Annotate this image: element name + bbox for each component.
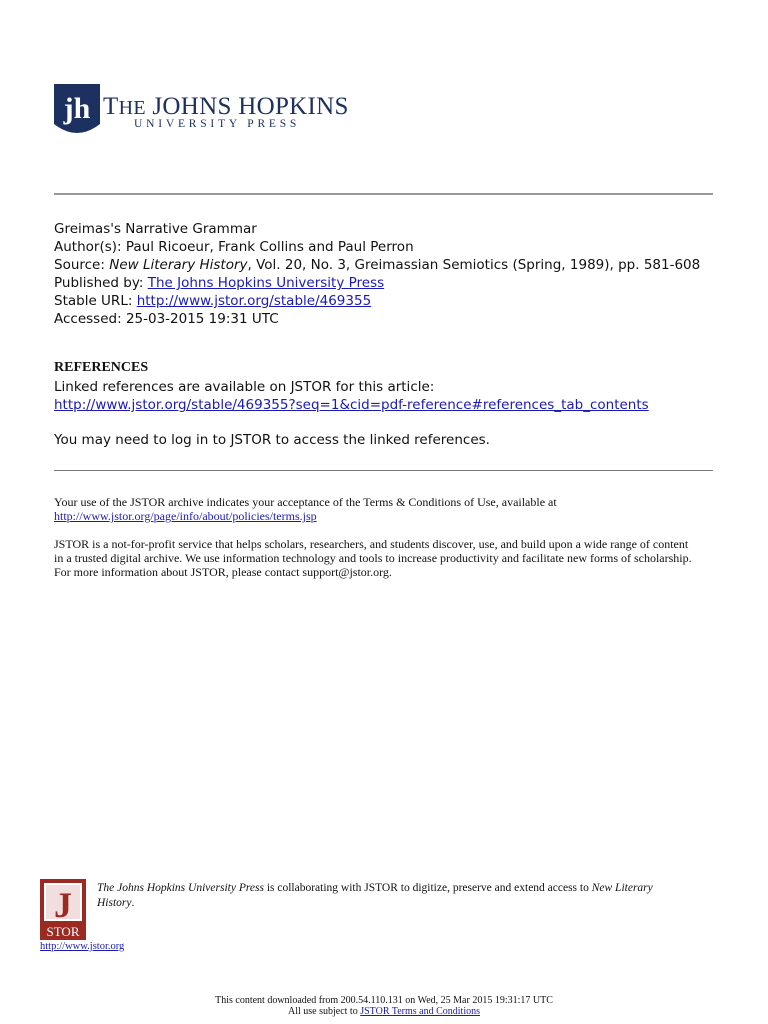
article-source: Source: New Literary History, Vol. 20, No. 3, Greimassian Semiotics (Spring, 1989), pp. 581-608 [54,257,701,273]
publisher-name: THE JOHNS HOPKINS [103,93,349,120]
article-authors: Author(s): Paul Ricoeur, Frank Collins and Paul Perron [54,239,414,255]
collaboration-statement: The Johns Hopkins University Press is collaborating with JSTOR to digitize, preserve and extend access to New Literary History. [97,882,653,909]
references-link[interactable]: http://www.jstor.org/stable/469355?seq=1&cid=pdf-reference#references_tab_contents [54,397,649,413]
download-notice: This content downloaded from 200.54.110.131 on Wed, 25 Mar 2015 19:31:17 UTC [215,995,553,1006]
top-divider [54,193,713,195]
article-title: Greimas's Narrative Grammar [54,221,257,237]
references-url [54,396,649,414]
jhu-monogram: jh [63,92,91,125]
article-publisher: Published by: The Johns Hopkins University Press [54,275,385,291]
jstor-logo[interactable] [40,879,86,940]
jstor-logo-letter: J [54,885,72,925]
terms-footer: All use subject to JSTOR Terms and Conditions [288,1006,480,1017]
publisher-subtitle: UNIVERSITY PRESS [134,118,301,130]
jstor-home-link[interactable]: http://www.jstor.org [40,941,125,952]
jstor-logo-word: STOR [46,924,80,939]
article-accessed: Accessed: 25-03-2015 19:31 UTC [54,311,279,327]
terms-notice: Your use of the JSTOR archive indicates your acceptance of the Terms & Conditions of Use, available at http://www.jstor.org/page/info/about/policies/terms.jsp [54,495,557,523]
references-login-note: You may need to log in to JSTOR to access the linked references. [54,432,490,448]
jstor-about: JSTOR is a not-for-profit service that helps scholars, researchers, and students discover, use, and build upon a wide range of content in a trusted digital archive. We use information technology and tools to increase productivity and facilitate new forms of scholarship. For more information about JSTOR, please contact support@jstor.org. [54,537,692,579]
footer-terms-link[interactable]: JSTOR Terms and Conditions [360,1006,480,1017]
stable-url-link[interactable]: http://www.jstor.org/stable/469355 [136,293,372,309]
publisher-link[interactable]: The Johns Hopkins University Press [147,275,385,291]
references-heading: REFERENCES [54,360,149,375]
references-intro: Linked references are available on JSTOR for this article: [54,379,435,395]
terms-link[interactable]: http://www.jstor.org/page/info/about/policies/terms.jsp [54,509,317,523]
middle-divider [54,470,713,471]
article-stable-url: Stable URL: http://www.jstor.org/stable/469355 [54,293,372,309]
